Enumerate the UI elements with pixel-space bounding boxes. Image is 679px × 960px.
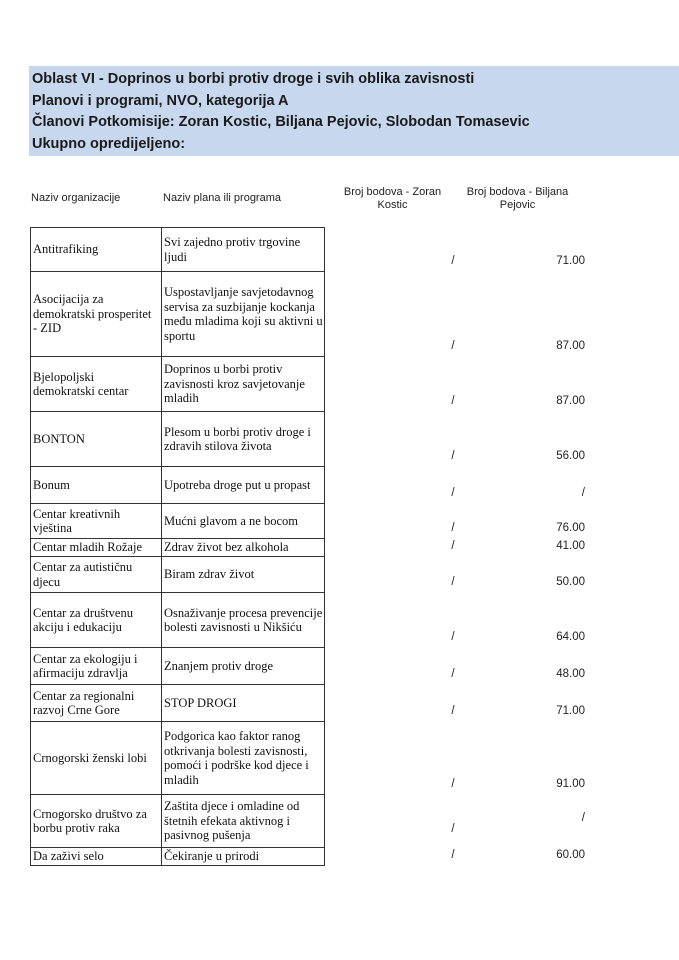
org-name: Centar za ekologiju i afirmaciju zdravlja xyxy=(33,651,138,680)
table-row xyxy=(30,467,325,504)
table-row xyxy=(30,227,325,272)
org-name: Asocijacija za demokratski prosperitet - ZID xyxy=(33,292,152,336)
table-row xyxy=(30,795,325,848)
score-kostic: / xyxy=(451,487,455,499)
table-row xyxy=(30,648,325,685)
org-name: Bonum xyxy=(33,477,70,492)
score-kostic: / xyxy=(451,849,455,861)
header-band xyxy=(29,66,679,156)
score-pejovic: 87.00 xyxy=(556,395,585,407)
score-pejovic: 91.00 xyxy=(556,778,585,790)
plan-name: Doprinos u borbi protiv zavisnosti kroz savjetovanje mladih xyxy=(161,357,324,411)
org-name: Centar za autističnu djecu xyxy=(33,560,133,589)
score-pejovic: 50.00 xyxy=(556,576,585,588)
org-name: Crnogorski ženski lobi xyxy=(33,750,147,765)
table-row xyxy=(30,848,325,866)
org-name: Antitrafiking xyxy=(33,242,99,257)
score-pejovic: 41.00 xyxy=(556,540,585,552)
score-pejovic: 60.00 xyxy=(556,849,585,861)
table-row xyxy=(30,412,325,467)
table-row xyxy=(30,722,325,795)
plan-name: Uspostavljanje savjetodavnog servisa za suzbijanje kockanja među mladima koji su aktivni u sportu xyxy=(161,272,324,356)
score-kostic: / xyxy=(451,340,455,352)
plan-name: Zdrav život bez alkohola xyxy=(161,539,324,556)
plan-name: Znanjem protiv droge xyxy=(161,648,324,684)
score-pejovic: 71.00 xyxy=(556,255,585,267)
score-kostic: / xyxy=(451,668,455,680)
column-header-score-pejovic: Broj bodova - Biljana Pejovic xyxy=(466,186,569,211)
score-pejovic: 87.00 xyxy=(556,340,585,352)
plan-name: STOP DROGI xyxy=(161,685,324,721)
plan-name: Čekiranje u prirodi xyxy=(161,848,324,865)
table-row xyxy=(30,357,325,412)
category-title: Planovi i programi, NVO, kategorija A xyxy=(32,92,289,109)
score-kostic: / xyxy=(451,705,455,717)
score-pejovic: 64.00 xyxy=(556,631,585,643)
plan-name: Svi zajedno protiv trgovine ljudi xyxy=(161,228,324,271)
table-row xyxy=(30,272,325,357)
plan-name: Zaštita djece i omladine od štetnih efekata aktivnog i pasivnog pušenja xyxy=(161,795,324,847)
score-pejovic: / xyxy=(581,812,585,824)
column-header-score-kostic: Broj bodova - Zoran Kostic xyxy=(343,186,442,211)
plan-name: Podgorica kao faktor ranog otkrivanja bolesti zavisnosti, pomoći i podrške kod djece i mladih xyxy=(161,722,324,794)
score-kostic: / xyxy=(451,778,455,790)
plan-name: Plesom u borbi protiv droge i zdravih stilova života xyxy=(161,412,324,466)
section-title: Oblast VI - Doprinos u borbi protiv droge i svih oblika zavisnosti xyxy=(32,71,475,87)
org-name: Bjelopoljski demokratski centar xyxy=(33,369,129,398)
table-row xyxy=(30,593,325,648)
org-name: Da zaživi selo xyxy=(33,849,104,864)
score-kostic: / xyxy=(451,255,455,267)
table-row xyxy=(30,557,325,593)
table-row xyxy=(30,539,325,557)
org-name: Centar kreativnih vještina xyxy=(33,506,121,535)
plan-name: Upotreba droge put u propast xyxy=(161,467,324,503)
score-kostic: / xyxy=(451,540,455,552)
table-row xyxy=(30,685,325,722)
column-header-plan: Naziv plana ili programa xyxy=(163,192,281,204)
plan-name: Biram zdrav život xyxy=(161,557,324,592)
column-header-org: Naziv organizacije xyxy=(31,192,121,204)
org-name: BONTON xyxy=(33,431,85,446)
org-name: Crnogorsko društvo za borbu protiv raka xyxy=(33,806,147,835)
org-name: Centar za regionalni razvoj Crne Gore xyxy=(33,688,135,717)
score-kostic: / xyxy=(451,631,455,643)
org-name: Centar za društvenu akciju i edukaciju xyxy=(33,605,133,634)
table-row xyxy=(30,504,325,539)
score-pejovic: / xyxy=(581,487,585,499)
org-name: Centar mladih Rožaje xyxy=(33,540,142,555)
score-kostic: / xyxy=(451,576,455,588)
score-pejovic: 48.00 xyxy=(556,668,585,680)
score-kostic: / xyxy=(451,450,455,462)
plan-name: Mućni glavom a ne bocom xyxy=(161,504,324,538)
score-pejovic: 56.00 xyxy=(556,450,585,462)
score-pejovic: 71.00 xyxy=(556,705,585,717)
commission-members: Članovi Potkomisije: Zoran Kostic, Biljana Pejovic, Slobodan Tomasevic xyxy=(32,114,530,130)
score-kostic: / xyxy=(451,823,455,835)
plan-name: Osnaživanje procesa prevencije bolesti zavisnosti u Nikšiću xyxy=(161,593,324,647)
score-kostic: / xyxy=(451,522,455,534)
score-pejovic: 76.00 xyxy=(556,522,585,534)
score-kostic: / xyxy=(451,395,455,407)
total-allocated: Ukupno opredijeljeno: xyxy=(32,135,186,152)
